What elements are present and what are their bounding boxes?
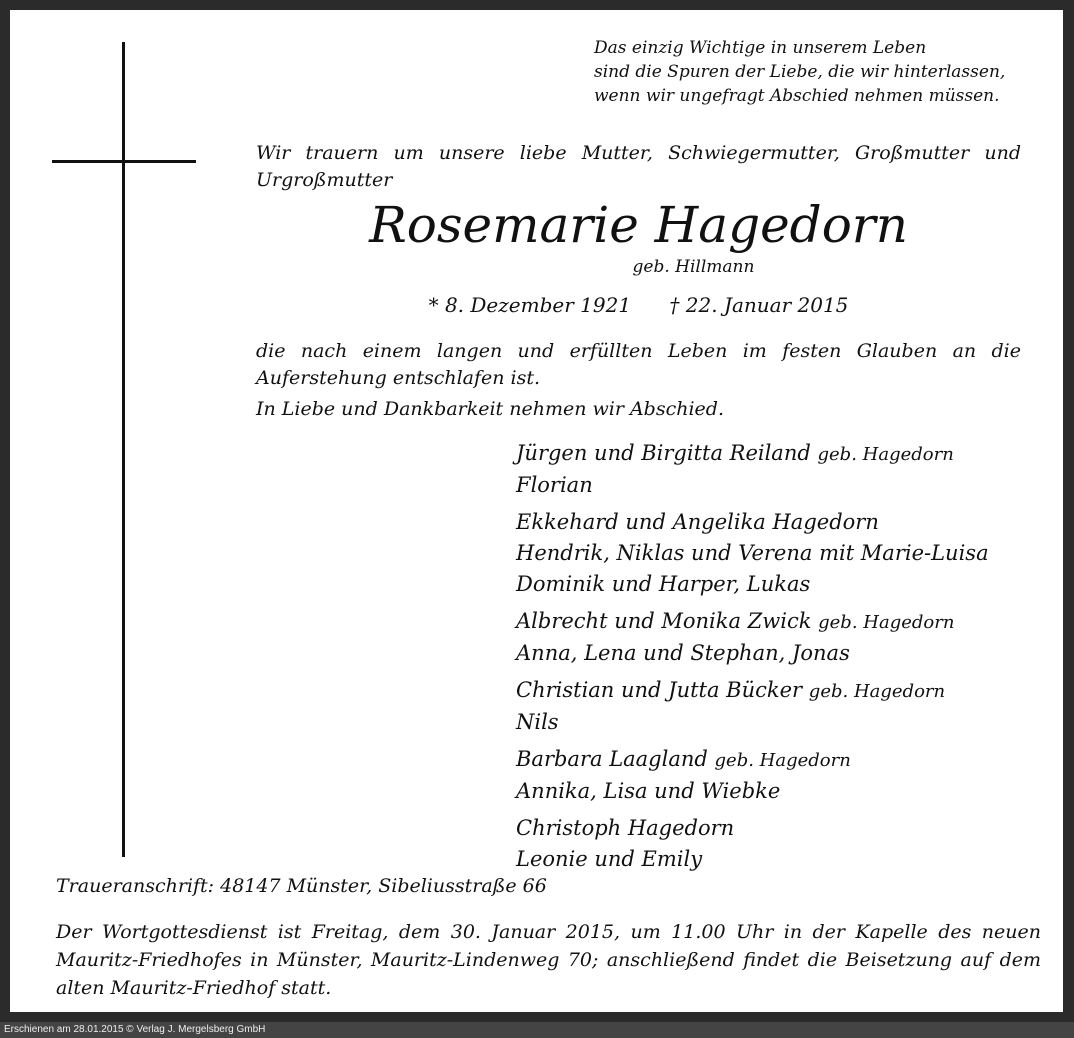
maiden-note: geb. Hagedorn [818, 612, 955, 633]
deceased-name: Rosemarie Hagedorn [369, 196, 908, 254]
mourner-line [516, 606, 1056, 638]
maiden-note: geb. Hagedorn [808, 681, 946, 702]
cross-horizontal-bar [52, 160, 196, 163]
mourner-line [516, 744, 1056, 776]
mourner-family [516, 744, 1056, 807]
mourner-name: Hendrik, Niklas und Verena mit Marie-Luisa [516, 541, 989, 565]
mourner-line [516, 470, 1056, 501]
farewell-text: In Liebe und Dankbarkeit nehmen wir Abschied. [256, 398, 724, 420]
death-date: † 22. Januar 2015 [669, 293, 849, 317]
mourner-name: Anna, Lena und Stephan, Jonas [516, 641, 850, 665]
mourner-name: Florian [516, 473, 593, 497]
mourner-family [516, 507, 1056, 600]
mourner-name: Ekkehard und Angelika Hagedorn [516, 510, 879, 534]
mourner-name: Leonie und Emily [516, 847, 703, 871]
mourner-name: Christoph Hagedorn [516, 816, 735, 840]
publication-footer: Erschienen am 28.01.2015 © Verlag J. Mergelsberg GmbH [0, 1022, 1074, 1038]
mourner-line [516, 844, 1056, 875]
mourning-address: Traueranschrift: 48147 Münster, Sibeliusstraße 66 [56, 875, 547, 897]
life-dates [256, 293, 1021, 317]
mourners-list [516, 438, 1056, 881]
mourner-family [516, 675, 1056, 738]
mourner-line [516, 813, 1056, 844]
cross-vertical-bar [122, 42, 125, 857]
mourner-line [516, 569, 1056, 600]
obituary-notice [10, 10, 1063, 1012]
mourner-family [516, 813, 1056, 875]
maiden-note: geb. Hagedorn [714, 750, 851, 771]
mourner-name: Dominik und Harper, Lukas [516, 572, 811, 596]
body-text: die nach einem langen und erfüllten Leben im festen Glauben an die Auferstehung entschlafen ist. [256, 340, 1021, 389]
mourner-line [516, 638, 1056, 669]
maiden-note: geb. Hagedorn [817, 444, 954, 465]
mourner-name: Barbara Laagland [516, 747, 708, 771]
mourner-family [516, 438, 1056, 501]
mourner-name: Jürgen und Birgitta Reiland [516, 441, 811, 465]
motto-line: Das einzig Wichtige in unserem Leben [594, 38, 927, 58]
motto [594, 36, 1005, 108]
mourner-line [516, 776, 1056, 807]
mourner-line [516, 675, 1056, 707]
intro-text: Wir trauern um unsere liebe Mutter, Schwiegermutter, Großmutter und Urgroßmutter [256, 142, 1021, 191]
mourner-line [516, 707, 1056, 738]
motto-line: sind die Spuren der Liebe, die wir hinterlassen, [594, 62, 1006, 82]
motto-line: wenn wir ungefragt Abschied nehmen müssen. [594, 86, 1000, 106]
mourner-name: Christian und Jutta Bücker [516, 678, 803, 702]
birth-date: * 8. Dezember 1921 [428, 293, 632, 317]
mourner-line [516, 538, 1056, 569]
mourner-name: Albrecht und Monika Zwick [516, 609, 812, 633]
mourner-line [516, 507, 1056, 538]
maiden-name: geb. Hillmann [632, 257, 755, 277]
mourner-name: Annika, Lisa und Wiebke [516, 779, 781, 803]
service-info: Der Wortgottesdienst ist Freitag, dem 30. Januar 2015, um 11.00 Uhr in der Kapelle des neuen Mauritz-Friedhofes in Münster, Mauritz-Lindenweg 70; anschließend findet die Beisetzung auf dem alten Mauritz-Friedhof statt. [56, 921, 1041, 999]
mourner-name: Nils [516, 710, 559, 734]
mourner-line [516, 438, 1056, 470]
mourner-family [516, 606, 1056, 669]
